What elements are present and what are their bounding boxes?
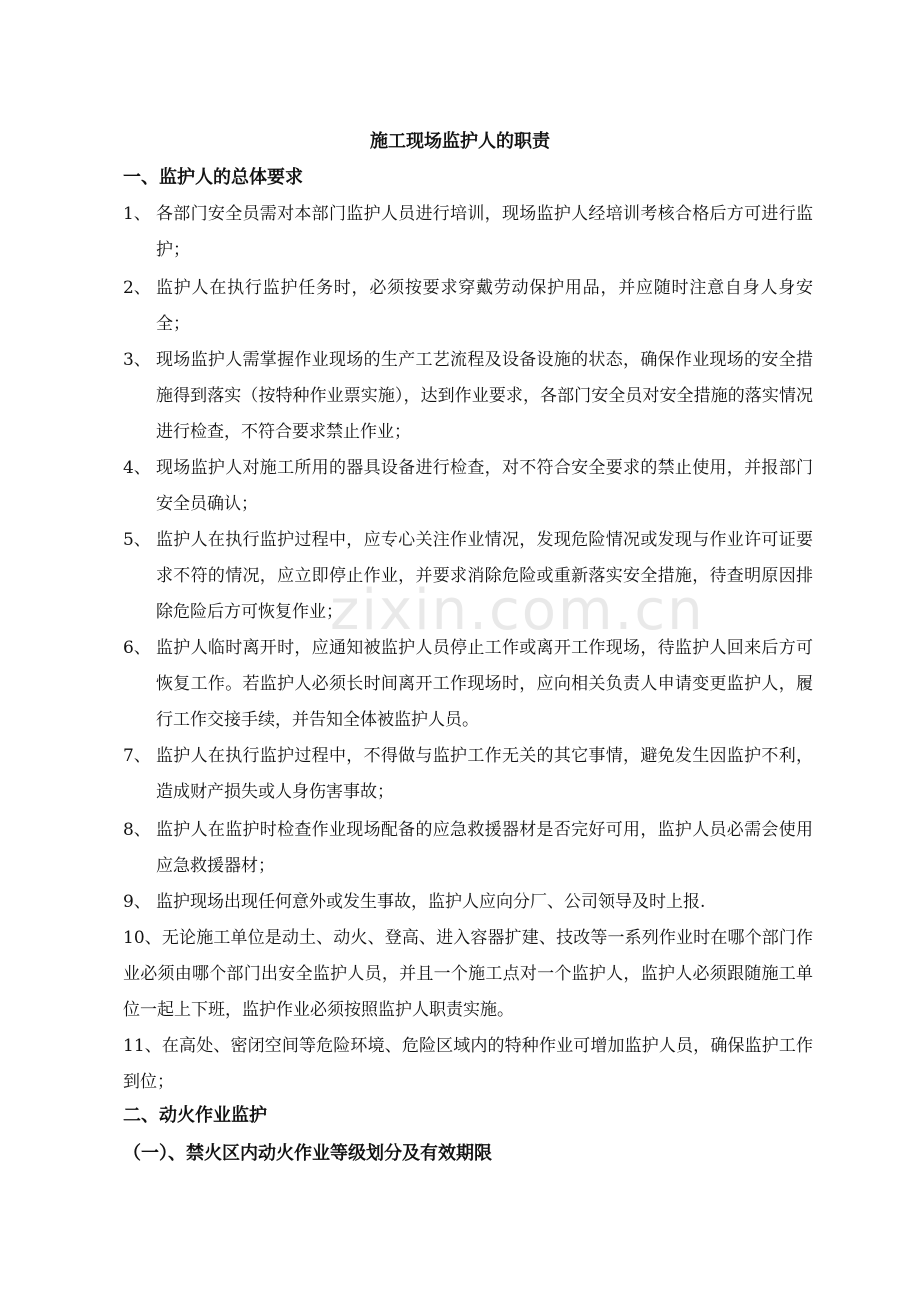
- item-text: 监护人在执行监护任务时，必须按要求穿戴劳动保护用品，并应随时注意自身人身安全；: [156, 278, 813, 334]
- item-number: 10、: [123, 928, 162, 948]
- item-text: 监护人在执行监护过程中，应专心关注作业情况，发现危险情况或发现与作业许可证要求不符的情况，应立即停止作业，并要求消除危险或重新落实安全措施，待查明原因排除危险后方可恢复作业；: [156, 530, 813, 622]
- item-text: 现场监护人需掌握作业现场的生产工艺流程及设备设施的状态，确保作业现场的安全措施得到落实（按特种作业票实施），达到作业要求，各部门安全员对安全措施的落实情况进行检查，不符合要求禁止作业；: [156, 350, 813, 442]
- section-heading-1: 一、监护人的总体要求: [123, 167, 303, 188]
- item-text: [123, 920, 813, 1028]
- item-text: 监护人临时离开时，应通知被监护人员停止工作或离开工作现场，待监护人回来后方可恢复工作。若监护人必须长时间离开工作现场时，应向相关负责人申请变更监护人，履行工作交接手续，并告知全体被监护人员。: [156, 638, 813, 730]
- list-item: [123, 738, 813, 810]
- list-item: [123, 270, 813, 342]
- item-number: 4、: [123, 458, 151, 478]
- item-text: 监护人在执行监护过程中，不得做与监护工作无关的其它事情，避免发生因监护不利，造成财产损失或人身伤害事故；: [156, 746, 813, 802]
- item-number: 6、: [123, 638, 151, 658]
- watermark: zixin.com.cn: [330, 578, 705, 643]
- list-item: [123, 630, 813, 738]
- list-item: [123, 884, 813, 920]
- item-body: 在高处、密闭空间等危险环境、危险区域内的特种作业可增加监护人员，确保监护工作到位；: [123, 1036, 814, 1092]
- item-number: 3、: [123, 350, 151, 370]
- item-number: 1、: [123, 204, 151, 224]
- item-number: 11、: [123, 1036, 162, 1056]
- list-item: [123, 450, 813, 522]
- list-item: [123, 196, 813, 268]
- item-text: 现场监护人对施工所用的器具设备进行检查，对不符合安全要求的禁止使用，并报部门安全员确认；: [156, 458, 813, 514]
- list-item: [123, 812, 813, 884]
- item-number: 8、: [123, 820, 151, 840]
- list-item: [123, 522, 813, 630]
- item-text: [123, 1028, 813, 1100]
- list-item: [123, 920, 813, 1028]
- list-item: [123, 342, 813, 450]
- subsection-heading: （一）、禁火区内动火作业等级划分及有效期限: [123, 1143, 492, 1164]
- item-text: 监护人在监护时检查作业现场配备的应急救援器材是否完好可用，监护人员必需会使用应急救援器材；: [156, 820, 813, 876]
- list-item: [123, 1028, 813, 1100]
- item-number: 5、: [123, 530, 151, 550]
- item-text: 监护现场出现任何意外或发生事故，监护人应向分厂、公司领导及时上报.: [156, 892, 706, 912]
- page-title: 施工现场监护人的职责: [370, 131, 550, 152]
- item-number: 9、: [123, 892, 151, 912]
- item-number: 7、: [123, 746, 151, 766]
- item-number: 2、: [123, 278, 151, 298]
- item-text: 各部门安全员需对本部门监护人员进行培训，现场监护人经培训考核合格后方可进行监护；: [156, 204, 813, 260]
- item-body: 无论施工单位是动土、动火、登高、进入容器扩建、技改等一系列作业时在哪个部门作业必须由哪个部门出安全监护人员，并且一个施工点对一个监护人，监护人必须跟随施工单位一起上下班，监护作业必须按照监护人职责实施。: [123, 928, 814, 1020]
- section-heading-2: 二、动火作业监护: [123, 1105, 267, 1126]
